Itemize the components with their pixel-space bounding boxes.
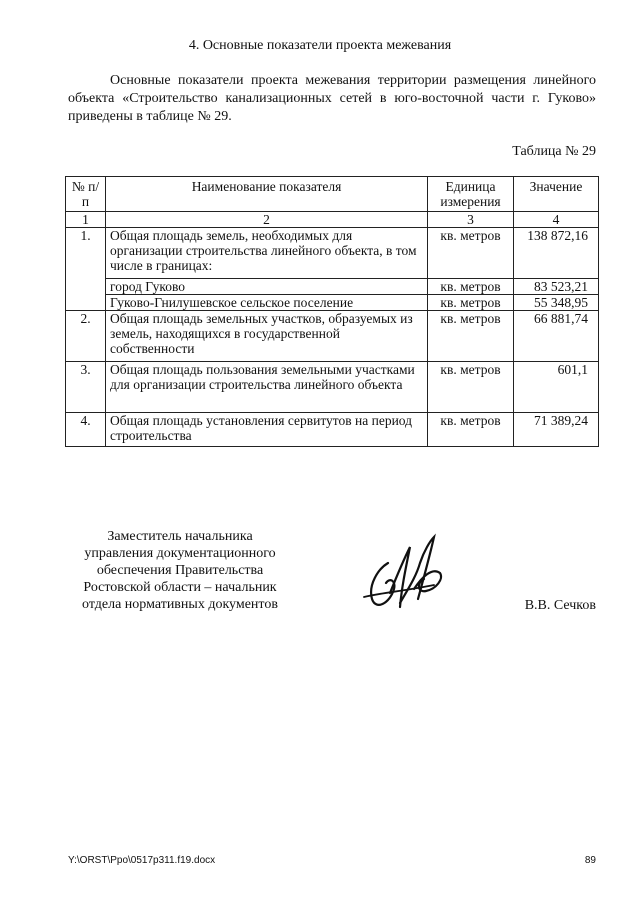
row-num: 1. <box>66 228 106 279</box>
index-cell: 4 <box>514 212 599 228</box>
table-row <box>66 279 599 295</box>
index-cell: 3 <box>428 212 514 228</box>
row-name: город Гуково <box>106 279 428 295</box>
table-row <box>66 228 599 279</box>
intro-paragraph: Основные показатели проекта межевания территории размещения линейного объекта «Строительство канализационных сетей в юго-восточной части г. Гуково» приведены в таблице № 29. <box>68 73 596 124</box>
row-num: 2. <box>66 311 106 362</box>
signatory-title-line: Ростовской области – начальник <box>83 580 277 595</box>
row-name: Общая площадь установления сервитутов на период строительства <box>106 413 428 447</box>
table-header-row <box>66 177 599 212</box>
row-value: 601,1 <box>514 362 599 413</box>
row-value: 138 872,16 <box>514 228 599 279</box>
row-value: 66 881,74 <box>514 311 599 362</box>
indicators-table <box>65 176 599 447</box>
page-number: 89 <box>584 855 596 866</box>
table-caption: Таблица № 29 <box>512 144 596 159</box>
signatory-title <box>60 528 300 613</box>
handwritten-signature <box>360 533 450 618</box>
index-cell: 1 <box>66 212 106 228</box>
signatory-name: В.В. Сечков <box>524 598 596 613</box>
footer-file-path: Y:\ORST\Ppo\0517p311.f19.docx <box>68 855 216 866</box>
header-value: Значение <box>514 177 599 212</box>
row-value: 83 523,21 <box>514 279 599 295</box>
row-unit: кв. метров <box>428 279 514 295</box>
index-cell: 2 <box>106 212 428 228</box>
row-unit: кв. метров <box>428 413 514 447</box>
row-value: 55 348,95 <box>514 295 599 311</box>
signatory-title-line: обеспечения Правительства <box>96 563 264 578</box>
row-num: 4. <box>66 413 106 447</box>
table-row <box>66 362 599 413</box>
table-row <box>66 413 599 447</box>
header-num: № п/п <box>66 177 106 212</box>
row-unit: кв. метров <box>428 311 514 362</box>
row-name: Общая площадь земельных участков, образуемых из земель, находящихся в государственной собственности <box>106 311 428 362</box>
signatory-title-line: отдела нормативных документов <box>82 597 278 612</box>
row-num: 3. <box>66 362 106 413</box>
table-index-row <box>66 212 599 228</box>
row-value: 71 389,24 <box>514 413 599 447</box>
signatory-title-line: Заместитель начальника <box>107 529 253 544</box>
row-num <box>66 295 106 311</box>
row-unit: кв. метров <box>428 362 514 413</box>
header-unit: Единица измерения <box>428 177 514 212</box>
signatory-title-line: управления документационного <box>84 546 276 561</box>
table-row <box>66 311 599 362</box>
row-name: Общая площадь пользования земельными участками для организации строительства линейного объекта <box>106 362 428 413</box>
section-heading: 4. Основные показатели проекта межевания <box>188 38 452 53</box>
row-name: Гуково-Гнилушевское сельское поселение <box>106 295 428 311</box>
table-row <box>66 295 599 311</box>
row-name: Общая площадь земель, необходимых для организации строительства линейного объекта, в том числе в границах: <box>106 228 428 279</box>
row-unit: кв. метров <box>428 228 514 279</box>
row-unit: кв. метров <box>428 295 514 311</box>
header-name: Наименование показателя <box>106 177 428 212</box>
row-num <box>66 279 106 295</box>
